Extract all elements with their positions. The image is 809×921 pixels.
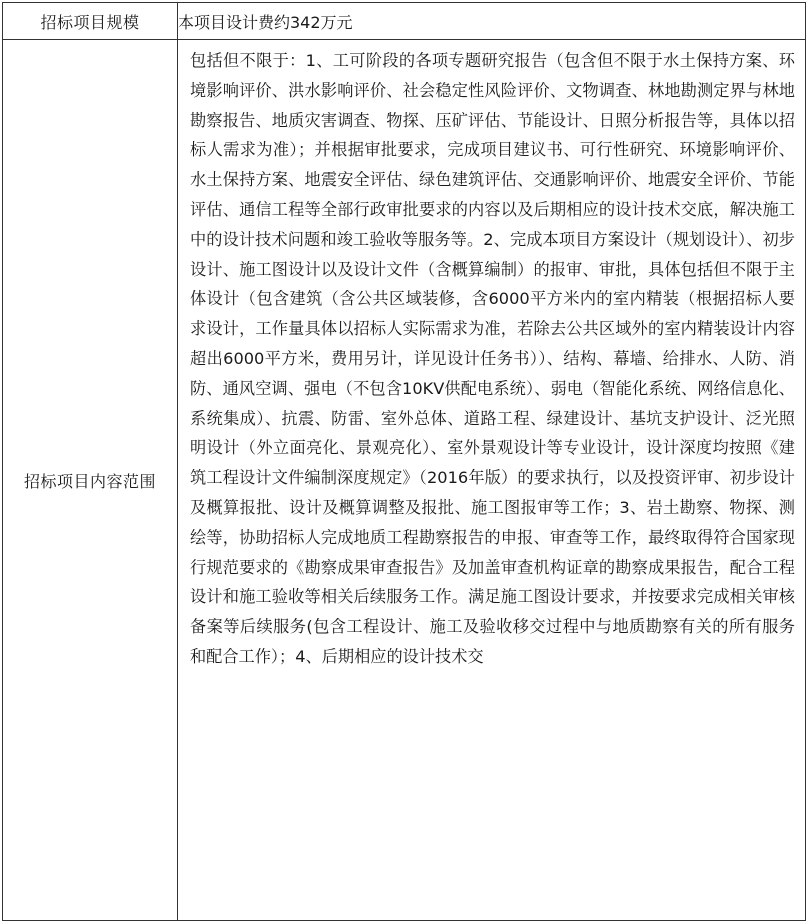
- project-scope-value: 包括但不限于：1、工可阶段的各项专题研究报告（包含但不限于水土保持方案、环境影响评价、洪水影响评价、社会稳定性风险评价、文物调查、林地勘测定界与林地勘察报告、地质灾害调查、物探、压矿评估、节能设计、日照分析报告等，具体以招标人需求为准）；并根据审批要求，完成项目建议书、可行性研究、环境影响评价、水土保持方案、地震安全评估、绿色建筑评估、交通影响评价、地震安全评价、节能评估、通信工程等全部行政审批要求的内容以及后期相应的设计技术交底，解决施工中的设计技术问题和竣工验收等服务等。2、完成本项目方案设计（规划设计）、初步设计、施工图设计以及设计文件（含概算编制）的报审、审批，具体包括但不限于主体设计（包含建筑（含公共区域装修，含6000平方米内的室内精装（根据招标人要求设计，工作量具体以招标人实际需求为准，若除去公共区域外的室内精装设计内容超出6000平方米，费用另计，详见设计任务书））、结构、幕墙、给排水、人防、消防、通风空调、强电（不包含10KV供配电系统）、弱电（智能化系统、网络信息化、系统集成）、抗震、防雷、室外总体、道路工程、绿建设计、基坑支护设计、泛光照明设计（外立面亮化、景观亮化）、室外景观设计等专业设计，设计深度均按照《建筑工程设计文件编制深度规定》（2016年版）的要求执行，以及投资评审、初步设计及概算报批、设计及概算调整及报批、施工图报审等工作；3、岩土勘察、物探、测绘等，协助招标人完成地质工程勘察报告的申报、审查等工作，最终取得符合国家现行规范要求的《勘察成果审查报告》及加盖审查机构证章的勘察成果报告，配合工程设计和施工验收等相关后续服务工作。满足施工图设计要求，并按要求完成相关审核备案等后续服务(包含工程设计、施工及验收移交过程中与地质勘察有关的所有服务和配合工作）；4、后期相应的设计技术交: [190, 51, 795, 666]
- table-row-project-scope: [3, 40, 806, 921]
- project-scope-label: 招标项目内容范围: [3, 40, 178, 921]
- project-scope-cell: [178, 40, 806, 921]
- project-scale-value: 本项目设计费约342万元: [178, 3, 806, 40]
- project-scale-label: 招标项目规模: [3, 3, 178, 40]
- bid-info-table: [2, 2, 806, 921]
- table-row-project-scale: [3, 3, 806, 40]
